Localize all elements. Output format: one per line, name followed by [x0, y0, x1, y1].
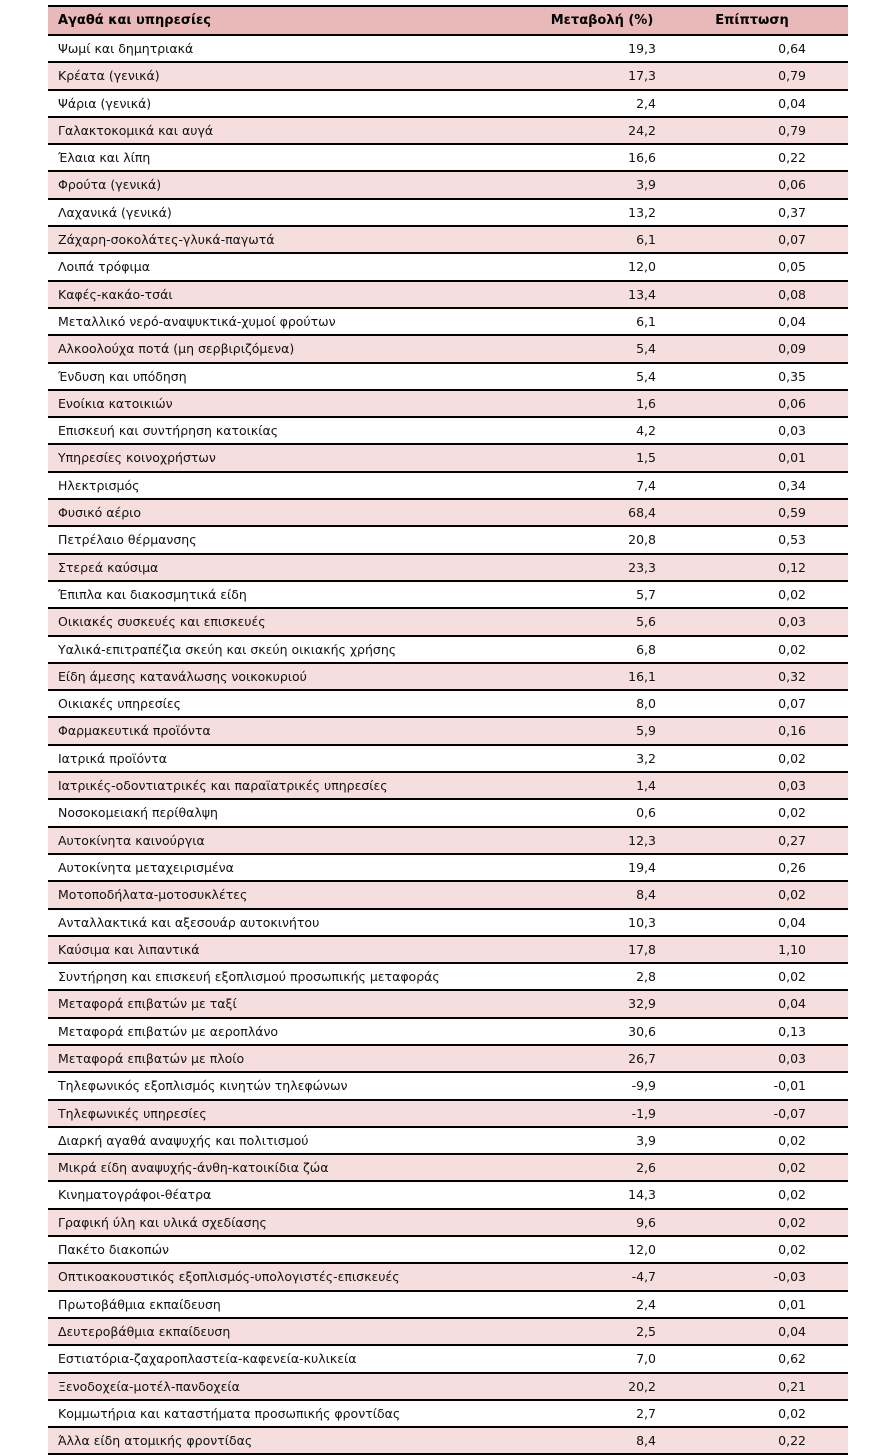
table-row: [48, 1127, 848, 1154]
cell-change-percent: 1,5: [548, 444, 698, 471]
cell-impact: 0,02: [698, 1181, 848, 1208]
cell-impact: 0,04: [698, 909, 848, 936]
cell-impact: 0,59: [698, 499, 848, 526]
cell-goods-and-services: Ενοίκια κατοικιών: [48, 390, 548, 417]
cell-goods-and-services: Οικιακές υπηρεσίες: [48, 690, 548, 717]
cell-goods-and-services: Άλλα είδη ατομικής φροντίδας: [48, 1427, 548, 1454]
cell-change-percent: 6,8: [548, 636, 698, 663]
cell-impact: 0,02: [698, 1154, 848, 1181]
cell-change-percent: 8,4: [548, 1427, 698, 1454]
cell-change-percent: 68,4: [548, 499, 698, 526]
cell-goods-and-services: Γραφική ύλη και υλικά σχεδίασης: [48, 1209, 548, 1236]
cell-impact: 0,03: [698, 1045, 848, 1072]
table-row: [48, 881, 848, 908]
cell-impact: 1,10: [698, 936, 848, 963]
table-row: [48, 581, 848, 608]
table-row: [48, 936, 848, 963]
table-row: [48, 1018, 848, 1045]
table-row: [48, 526, 848, 553]
cell-goods-and-services: Λοιπά τρόφιμα: [48, 253, 548, 280]
cell-change-percent: 17,3: [548, 62, 698, 89]
table-row: [48, 417, 848, 444]
cell-change-percent: 9,6: [548, 1209, 698, 1236]
cell-impact: 0,04: [698, 990, 848, 1017]
cell-change-percent: 4,2: [548, 417, 698, 444]
cell-goods-and-services: Αυτοκίνητα μεταχειρισμένα: [48, 854, 548, 881]
cell-change-percent: 5,9: [548, 717, 698, 744]
cell-change-percent: -9,9: [548, 1072, 698, 1099]
table-row: [48, 117, 848, 144]
cell-impact: 0,03: [698, 772, 848, 799]
cell-goods-and-services: Κρέατα (γενικά): [48, 62, 548, 89]
table-row: [48, 854, 848, 881]
cell-impact: 0,07: [698, 226, 848, 253]
table-header-row: [48, 6, 848, 35]
cell-impact: 0,02: [698, 799, 848, 826]
cell-change-percent: 24,2: [548, 117, 698, 144]
cell-goods-and-services: Μικρά είδη αναψυχής-άνθη-κατοικίδια ζώα: [48, 1154, 548, 1181]
cell-impact: 0,32: [698, 663, 848, 690]
cell-goods-and-services: Έπιπλα και διακοσμητικά είδη: [48, 581, 548, 608]
cell-impact: 0,06: [698, 390, 848, 417]
cell-goods-and-services: Φρούτα (γενικά): [48, 171, 548, 198]
cell-impact: 0,79: [698, 117, 848, 144]
cell-goods-and-services: Αλκοολούχα ποτά (μη σερβιριζόμενα): [48, 335, 548, 362]
cell-change-percent: 5,4: [548, 363, 698, 390]
cell-goods-and-services: Φαρμακευτικά προϊόντα: [48, 717, 548, 744]
table-row: [48, 1072, 848, 1099]
table-row: [48, 745, 848, 772]
table-row: [48, 281, 848, 308]
cell-change-percent: 8,4: [548, 881, 698, 908]
cell-impact: -0,07: [698, 1100, 848, 1127]
cell-goods-and-services: Γαλακτοκομικά και αυγά: [48, 117, 548, 144]
cell-impact: 0,21: [698, 1373, 848, 1400]
cell-change-percent: 26,7: [548, 1045, 698, 1072]
table-row: [48, 636, 848, 663]
cell-impact: 0,07: [698, 690, 848, 717]
cell-impact: -0,03: [698, 1263, 848, 1290]
cell-goods-and-services: Φυσικό αέριο: [48, 499, 548, 526]
cell-goods-and-services: Μεταλλικό νερό-αναψυκτικά-χυμοί φρούτων: [48, 308, 548, 335]
table-row: [48, 963, 848, 990]
table-row: [48, 390, 848, 417]
table-row: [48, 335, 848, 362]
cell-change-percent: 3,2: [548, 745, 698, 772]
cell-impact: 0,01: [698, 444, 848, 471]
table-row: [48, 171, 848, 198]
cell-impact: 0,02: [698, 1127, 848, 1154]
table-row: [48, 35, 848, 62]
table-row: [48, 1427, 848, 1454]
table-row: [48, 1400, 848, 1427]
cell-goods-and-services: Μοτοποδήλατα-μοτοσυκλέτες: [48, 881, 548, 908]
cell-goods-and-services: Μεταφορά επιβατών με ταξί: [48, 990, 548, 1017]
cell-change-percent: 19,4: [548, 854, 698, 881]
column-header-change-percent: Μεταβολή (%): [548, 6, 698, 35]
cell-change-percent: 1,6: [548, 390, 698, 417]
cell-change-percent: 17,8: [548, 936, 698, 963]
cell-change-percent: 30,6: [548, 1018, 698, 1045]
table-row: [48, 909, 848, 936]
table-row: [48, 1100, 848, 1127]
cell-change-percent: 14,3: [548, 1181, 698, 1208]
cell-goods-and-services: Πετρέλαιο θέρμανσης: [48, 526, 548, 553]
column-header-goods-and-services: Αγαθά και υπηρεσίες: [48, 6, 548, 35]
cell-change-percent: 16,6: [548, 144, 698, 171]
cell-change-percent: 2,5: [548, 1318, 698, 1345]
table-row: [48, 1263, 848, 1290]
cell-impact: 0,13: [698, 1018, 848, 1045]
cell-goods-and-services: Στερεά καύσιμα: [48, 554, 548, 581]
cell-goods-and-services: Επισκευή και συντήρηση κατοικίας: [48, 417, 548, 444]
cell-impact: 0,08: [698, 281, 848, 308]
cell-impact: 0,02: [698, 1236, 848, 1263]
cell-goods-and-services: Καφές-κακάο-τσάι: [48, 281, 548, 308]
cell-impact: 0,64: [698, 35, 848, 62]
cell-goods-and-services: Ζάχαρη-σοκολάτες-γλυκά-παγωτά: [48, 226, 548, 253]
cell-impact: 0,53: [698, 526, 848, 553]
cell-goods-and-services: Καύσιμα και λιπαντικά: [48, 936, 548, 963]
cell-impact: -0,01: [698, 1072, 848, 1099]
cell-goods-and-services: Είδη άμεσης κατανάλωσης νοικοκυριού: [48, 663, 548, 690]
cell-change-percent: 20,8: [548, 526, 698, 553]
table-row: [48, 472, 848, 499]
cell-change-percent: 2,8: [548, 963, 698, 990]
cell-change-percent: 12,3: [548, 827, 698, 854]
table-row: [48, 1373, 848, 1400]
table-row: [48, 1236, 848, 1263]
cell-impact: 0,22: [698, 144, 848, 171]
cell-change-percent: 6,1: [548, 226, 698, 253]
cell-change-percent: 13,2: [548, 199, 698, 226]
cell-change-percent: 16,1: [548, 663, 698, 690]
table-row: [48, 1209, 848, 1236]
cell-goods-and-services: Ανταλλακτικά και αξεσουάρ αυτοκινήτου: [48, 909, 548, 936]
cell-goods-and-services: Λαχανικά (γενικά): [48, 199, 548, 226]
table-row: [48, 1318, 848, 1345]
cell-change-percent: 3,9: [548, 1127, 698, 1154]
cell-change-percent: 5,6: [548, 608, 698, 635]
table-row: [48, 717, 848, 744]
cell-impact: 0,12: [698, 554, 848, 581]
table-body: [48, 35, 848, 1454]
table-row: [48, 608, 848, 635]
cell-impact: 0,02: [698, 636, 848, 663]
cell-goods-and-services: Έλαια και λίπη: [48, 144, 548, 171]
cell-goods-and-services: Μεταφορά επιβατών με πλοίο: [48, 1045, 548, 1072]
cpi-table-container: [48, 5, 848, 1455]
cell-impact: 0,01: [698, 1291, 848, 1318]
cell-goods-and-services: Πακέτο διακοπών: [48, 1236, 548, 1263]
cell-change-percent: 5,4: [548, 335, 698, 362]
cell-impact: 0,09: [698, 335, 848, 362]
cell-goods-and-services: Οπτικοακουστικός εξοπλισμός-υπολογιστές-επισκευές: [48, 1263, 548, 1290]
cell-goods-and-services: Υαλικά-επιτραπέζια σκεύη και σκεύη οικιακής χρήσης: [48, 636, 548, 663]
cell-goods-and-services: Ένδυση και υπόδηση: [48, 363, 548, 390]
table-row: [48, 363, 848, 390]
cell-change-percent: 20,2: [548, 1373, 698, 1400]
cell-goods-and-services: Εστιατόρια-ζαχαροπλαστεία-καφενεία-κυλικεία: [48, 1345, 548, 1372]
cell-goods-and-services: Συντήρηση και επισκευή εξοπλισμού προσωπικής μεταφοράς: [48, 963, 548, 990]
table-row: [48, 253, 848, 280]
cell-change-percent: 19,3: [548, 35, 698, 62]
column-header-impact: Επίπτωση: [698, 6, 848, 35]
cell-goods-and-services: Ξενοδοχεία-μοτέλ-πανδοχεία: [48, 1373, 548, 1400]
cell-change-percent: 2,4: [548, 90, 698, 117]
table-row: [48, 690, 848, 717]
cell-change-percent: 12,0: [548, 253, 698, 280]
table-row: [48, 990, 848, 1017]
cell-impact: 0,03: [698, 417, 848, 444]
table-row: [48, 90, 848, 117]
cell-change-percent: 2,4: [548, 1291, 698, 1318]
table-row: [48, 827, 848, 854]
table-row: [48, 1291, 848, 1318]
cell-change-percent: 8,0: [548, 690, 698, 717]
cell-impact: 0,02: [698, 1400, 848, 1427]
cell-change-percent: 7,4: [548, 472, 698, 499]
cell-impact: 0,22: [698, 1427, 848, 1454]
cell-impact: 0,02: [698, 963, 848, 990]
table-row: [48, 444, 848, 471]
cell-goods-and-services: Αυτοκίνητα καινούργια: [48, 827, 548, 854]
table-row: [48, 1045, 848, 1072]
cell-change-percent: 23,3: [548, 554, 698, 581]
cell-impact: 0,16: [698, 717, 848, 744]
cell-goods-and-services: Ηλεκτρισμός: [48, 472, 548, 499]
cell-goods-and-services: Κινηματογράφοι-θέατρα: [48, 1181, 548, 1208]
cell-goods-and-services: Οικιακές συσκευές και επισκευές: [48, 608, 548, 635]
cell-goods-and-services: Ιατρικά προϊόντα: [48, 745, 548, 772]
cell-change-percent: 5,7: [548, 581, 698, 608]
cell-impact: 0,26: [698, 854, 848, 881]
cell-impact: 0,02: [698, 581, 848, 608]
cell-impact: 0,34: [698, 472, 848, 499]
table-row: [48, 799, 848, 826]
cell-impact: 0,27: [698, 827, 848, 854]
cell-impact: 0,04: [698, 308, 848, 335]
goods-and-services-table: [48, 5, 848, 1455]
cell-goods-and-services: Κομμωτήρια και καταστήματα προσωπικής φροντίδας: [48, 1400, 548, 1427]
cell-change-percent: 32,9: [548, 990, 698, 1017]
cell-change-percent: 2,7: [548, 1400, 698, 1427]
table-row: [48, 144, 848, 171]
cell-goods-and-services: Ιατρικές-οδοντιατρικές και παραϊατρικές υπηρεσίες: [48, 772, 548, 799]
cell-impact: 0,04: [698, 90, 848, 117]
cell-change-percent: 0,6: [548, 799, 698, 826]
cell-change-percent: 7,0: [548, 1345, 698, 1372]
table-row: [48, 199, 848, 226]
cell-goods-and-services: Τηλεφωνικός εξοπλισμός κινητών τηλεφώνων: [48, 1072, 548, 1099]
cell-goods-and-services: Νοσοκομειακή περίθαλψη: [48, 799, 548, 826]
table-row: [48, 226, 848, 253]
cell-impact: 0,02: [698, 745, 848, 772]
cell-goods-and-services: Ψάρια (γενικά): [48, 90, 548, 117]
cell-impact: 0,35: [698, 363, 848, 390]
cell-goods-and-services: Δευτεροβάθμια εκπαίδευση: [48, 1318, 548, 1345]
cell-impact: 0,02: [698, 1209, 848, 1236]
table-row: [48, 554, 848, 581]
cell-impact: 0,04: [698, 1318, 848, 1345]
cell-goods-and-services: Μεταφορά επιβατών με αεροπλάνο: [48, 1018, 548, 1045]
table-row: [48, 772, 848, 799]
cell-impact: 0,37: [698, 199, 848, 226]
table-row: [48, 1154, 848, 1181]
cell-goods-and-services: Πρωτοβάθμια εκπαίδευση: [48, 1291, 548, 1318]
table-header: [48, 6, 848, 35]
cell-change-percent: 10,3: [548, 909, 698, 936]
cell-change-percent: 13,4: [548, 281, 698, 308]
cell-goods-and-services: Διαρκή αγαθά αναψυχής και πολιτισμού: [48, 1127, 548, 1154]
cell-change-percent: 3,9: [548, 171, 698, 198]
cell-impact: 0,06: [698, 171, 848, 198]
cell-change-percent: 1,4: [548, 772, 698, 799]
cell-change-percent: 2,6: [548, 1154, 698, 1181]
cell-impact: 0,05: [698, 253, 848, 280]
cell-goods-and-services: Ψωμί και δημητριακά: [48, 35, 548, 62]
table-row: [48, 1181, 848, 1208]
cell-change-percent: -1,9: [548, 1100, 698, 1127]
table-row: [48, 308, 848, 335]
cell-goods-and-services: Υπηρεσίες κοινοχρήστων: [48, 444, 548, 471]
cell-change-percent: 6,1: [548, 308, 698, 335]
cell-impact: 0,79: [698, 62, 848, 89]
table-row: [48, 62, 848, 89]
cell-impact: 0,62: [698, 1345, 848, 1372]
cell-impact: 0,02: [698, 881, 848, 908]
table-row: [48, 1345, 848, 1372]
cell-goods-and-services: Τηλεφωνικές υπηρεσίες: [48, 1100, 548, 1127]
cell-impact: 0,03: [698, 608, 848, 635]
table-row: [48, 663, 848, 690]
cell-change-percent: 12,0: [548, 1236, 698, 1263]
table-row: [48, 499, 848, 526]
cell-change-percent: -4,7: [548, 1263, 698, 1290]
